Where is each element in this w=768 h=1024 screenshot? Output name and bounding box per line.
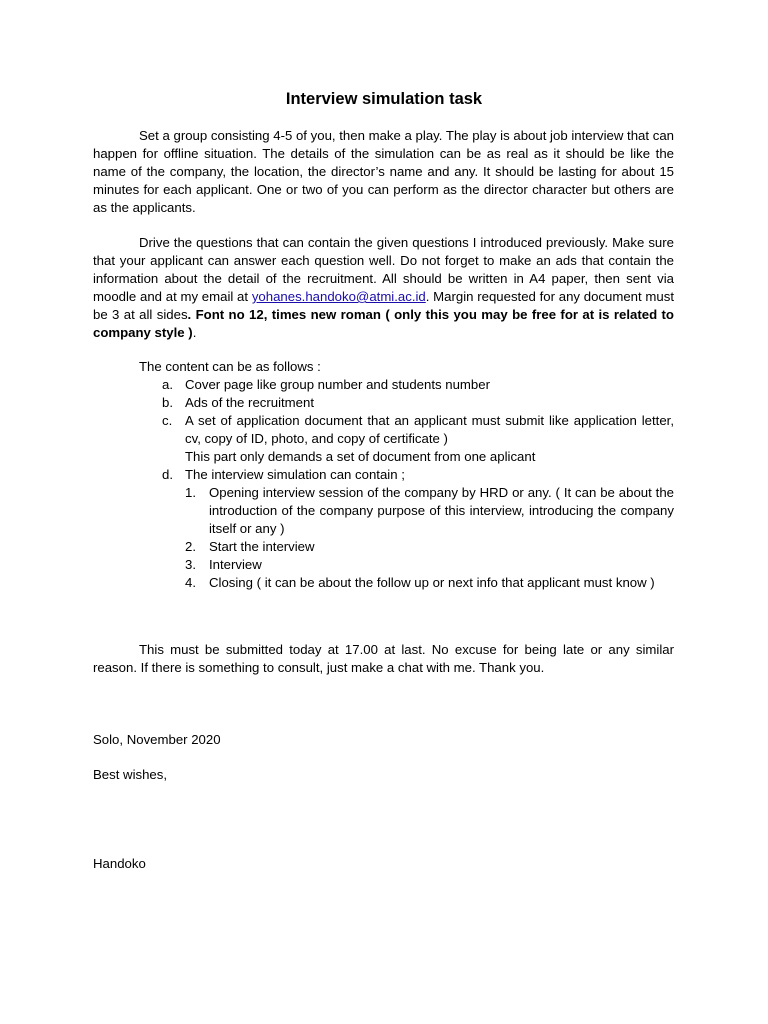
list-item [139, 376, 674, 394]
closing-line: Best wishes, [93, 767, 168, 782]
signature-name: Handoko [93, 856, 146, 871]
paragraph-3-block [93, 641, 674, 677]
list-item-text: The interview simulation can contain ; [185, 467, 405, 482]
paragraph-2-block [93, 234, 674, 342]
paragraph-2-text: Drive the questions that can contain the given questions I introduced previously. Make sure that your applicant can answer each question well. Do not forget to make an ads that contain the information about the detail of the recruitment. All should be written in A4 paper, then sent via moodle and at my email at [93, 235, 674, 304]
paragraph-1: Set a group consisting 4-5 of you, then make a play. The play is about job interview that can happen for offline situation. The details of the simulation can be as real as it should be like the name of the company, the location, the director’s name and any. It should be lasting for about 15 minutes for each applicant. One or two of you can perform as the director character but others are as the applicants. [93, 128, 674, 215]
list-marker: b. [162, 395, 173, 410]
step-text: Closing ( it can be about the follow up or next info that applicant must know ) [209, 575, 655, 590]
list-marker: a. [162, 377, 173, 392]
step-marker: 4. [185, 575, 196, 590]
step-text: Interview [209, 557, 262, 572]
step-item [185, 556, 674, 574]
list-marker: d. [162, 467, 173, 482]
list-item-text: Cover page like group number and students number [185, 377, 490, 392]
paragraph-2-end: . [192, 325, 197, 340]
interview-steps-list [185, 484, 674, 592]
list-item-text: A set of application document that an applicant must submit like application letter, cv, copy of ID, photo, and copy of certificate ) [185, 413, 674, 446]
paragraph-2 [93, 234, 674, 342]
list-item [139, 466, 674, 592]
list-item-note: This part only demands a set of document from one aplicant [185, 449, 536, 464]
paragraph-2-font-requirement: . Font no 12, times new roman ( only this you may be free for at is related to company style ) [93, 307, 674, 340]
step-marker: 2. [185, 539, 196, 554]
list-item-text: Ads of the recruitment [185, 395, 315, 410]
paragraph-2-margin-text: . Margin requested for any document must be 3 at all sides [93, 289, 674, 322]
list-item [139, 412, 674, 466]
step-text: Opening interview session of the company by HRD or any. ( It can be about the introduction of the company purpose of this interview, introducing the company itself or any ) [209, 485, 674, 536]
step-marker: 1. [185, 485, 196, 500]
paragraph-1-block [93, 127, 674, 217]
step-marker: 3. [185, 557, 196, 572]
content-list [139, 376, 674, 592]
place-date: Solo, November 2020 [93, 732, 221, 747]
document-title: Interview simulation task [285, 90, 483, 108]
paragraph-3: This must be submitted today at 17.00 at last. No excuse for being late or any similar reason. If there is something to consult, just make a chat with me. Thank you. [93, 642, 674, 675]
step-item [185, 538, 674, 556]
email-link[interactable]: yohanes.handoko@atmi.ac.id [251, 289, 426, 304]
list-item [139, 394, 674, 412]
content-list-intro: The content can be as follows : [139, 359, 321, 374]
step-item [185, 574, 674, 592]
list-marker: c. [162, 413, 173, 428]
step-text: Start the interview [209, 539, 315, 554]
step-item [185, 484, 674, 538]
